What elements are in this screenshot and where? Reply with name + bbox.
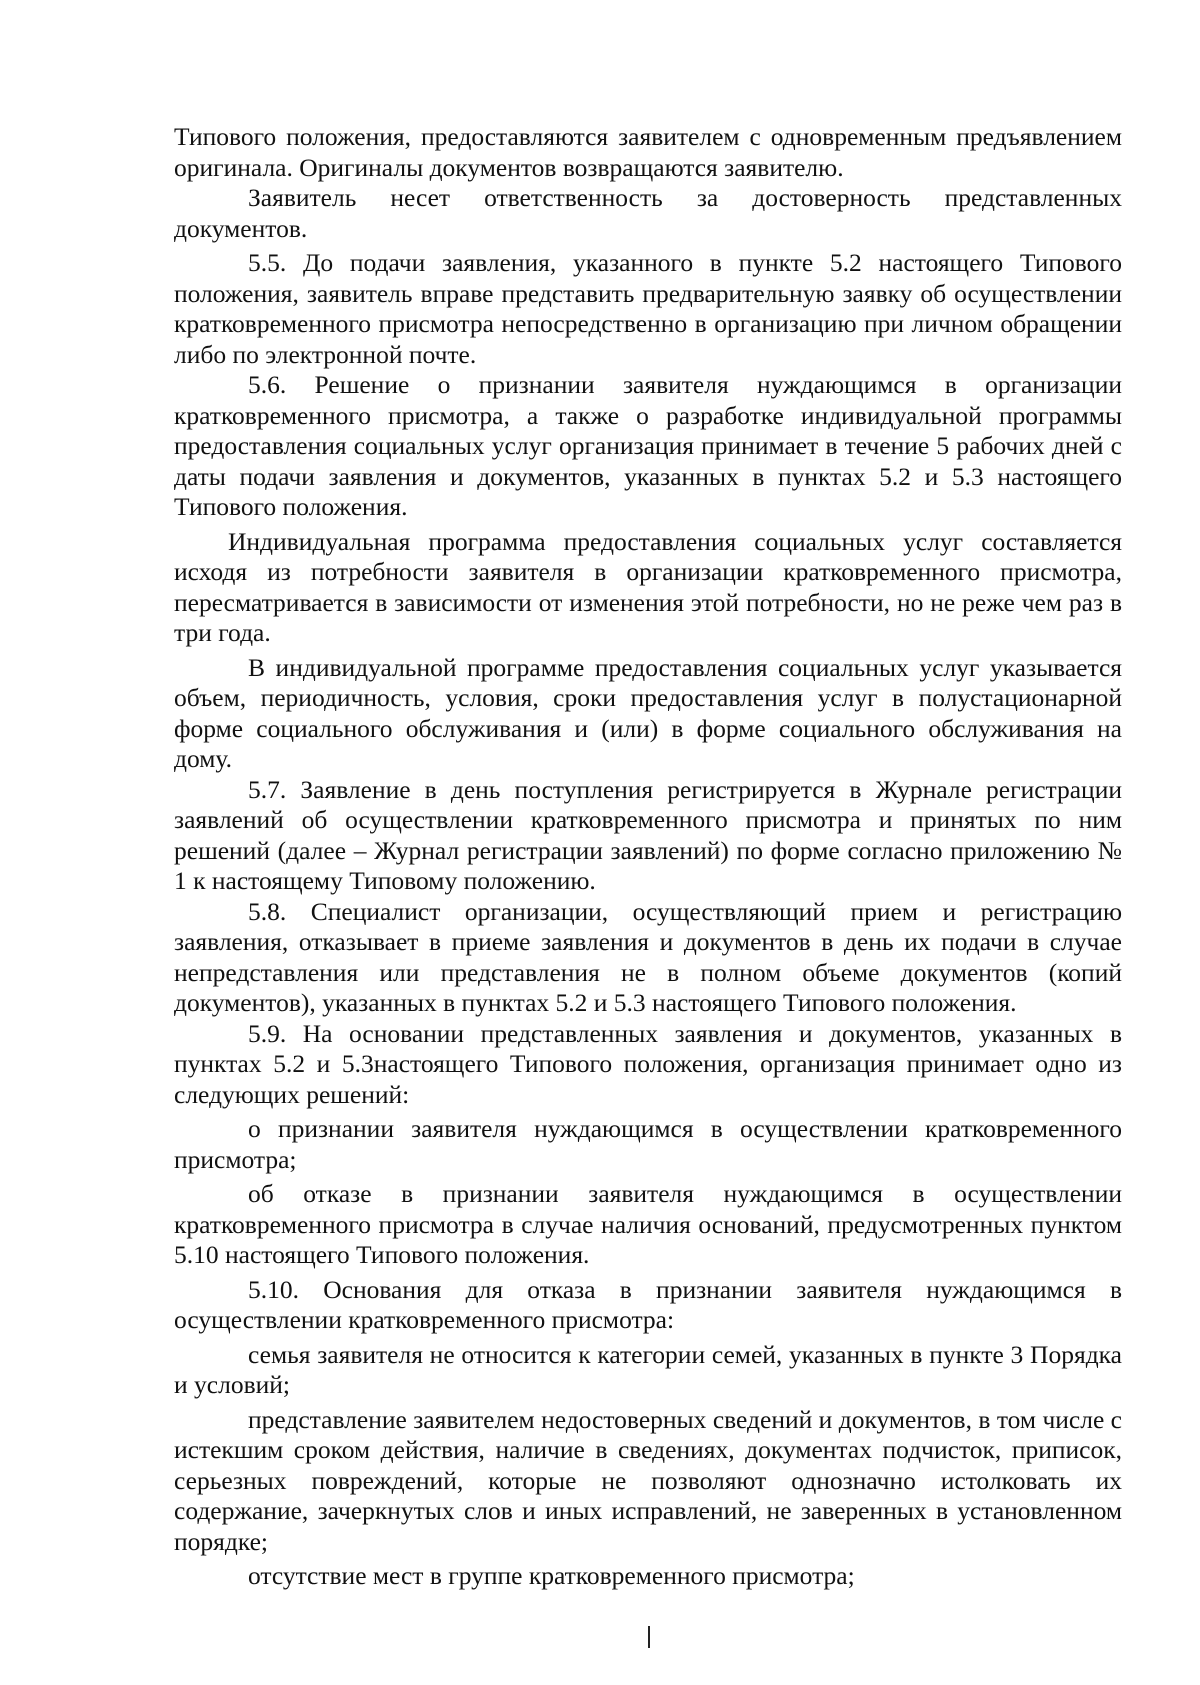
paragraph-5-5: 5.5. До подачи заявления, указанного в пункте 5.2 настоящего Типового положения, заявитель вправе представить предварительную заявку об осуществлении кратковременного присмотра непосредственно в организацию при личном обращении либо по электронной почте. [174, 248, 1122, 369]
paragraph-5-6: 5.6. Решение о признании заявителя нуждающимся в организации кратковременного присмотра, а также о разработке индивидуальной программы предоставления социальных услуг организация принимает в течение 5 рабочих дней с даты подачи заявления и документов, указанных в пунктах 5.2 и 5.3 настоящего Типового положения. [174, 370, 1122, 521]
decision-option-recognition: о признании заявителя нуждающимся в осуществлении кратковременного присмотра; [174, 1114, 1122, 1174]
document-page [174, 122, 1122, 1592]
paragraph-individual-program: Индивидуальная программа предоставления социальных услуг составляется исходя из потребности заявителя в организации кратковременного присмотра, пересматривается в зависимости от изменения этой потребности, но не реже чем раз в три года. [174, 526, 1122, 647]
paragraph-program-contents: В индивидуальной программе предоставления социальных услуг указывается объем, периодичность, условия, сроки предоставления услуг в полустационарной форме социального обслуживания и (или) в форме социального обслуживания на дому. [174, 652, 1122, 773]
paragraph-continuation: Типового положения, предоставляются заявителем с одновременным предъявлением оригинала. Оригиналы документов возвращаются заявителю. [174, 122, 1122, 182]
decision-option-refusal: об отказе в признании заявителя нуждающимся в осуществлении кратковременного присмотра в случае наличия оснований, предусмотренных пунктом 5.10 настоящего Типового положения. [174, 1179, 1122, 1269]
paragraph-responsibility: Заявитель несет ответственность за достоверность представленных документов. [174, 183, 1122, 243]
paragraph-5-9: 5.9. На основании представленных заявления и документов, указанных в пунктах 5.2 и 5.3настоящего Типового положения, организация принимает одно из следующих решений: [174, 1018, 1122, 1109]
paragraph-5-8: 5.8. Специалист организации, осуществляющий прием и регистрацию заявления, отказывает в приеме заявления и документов в день их подачи в случае непредставления или представления не в полном объеме документов (копий документов), указанных в пунктах 5.2 и 5.3 настоящего Типового положения. [174, 896, 1122, 1017]
refusal-ground-category: семья заявителя не относится к категории семей, указанных в пункте 3 Порядка и условий; [174, 1339, 1122, 1399]
refusal-ground-no-places: отсутствие мест в группе кратковременного присмотра; [248, 1561, 855, 1590]
paragraph-5-7: 5.7. Заявление в день поступления регистрируется в Журнале регистрации заявлений об осуществлении кратковременного присмотра и принятых по ним решений (далее – Журнал регистрации заявлений) по форме согласно приложению № 1 к настоящему Типовому положению. [174, 774, 1122, 895]
refusal-ground-false-info: представление заявителем недостоверных сведений и документов, в том числе с истекшим сроком действия, наличие в сведениях, документах подчисток, приписок, серьезных повреждений, которые не позволяют однозначно истолковать их содержание, зачеркнутых слов и иных исправлений, не заверенных в установленном порядке; [174, 1404, 1122, 1556]
page-marker [648, 1626, 650, 1648]
paragraph-5-10: 5.10. Основания для отказа в признании заявителя нуждающимся в осуществлении кратковременного присмотра: [174, 1274, 1122, 1334]
